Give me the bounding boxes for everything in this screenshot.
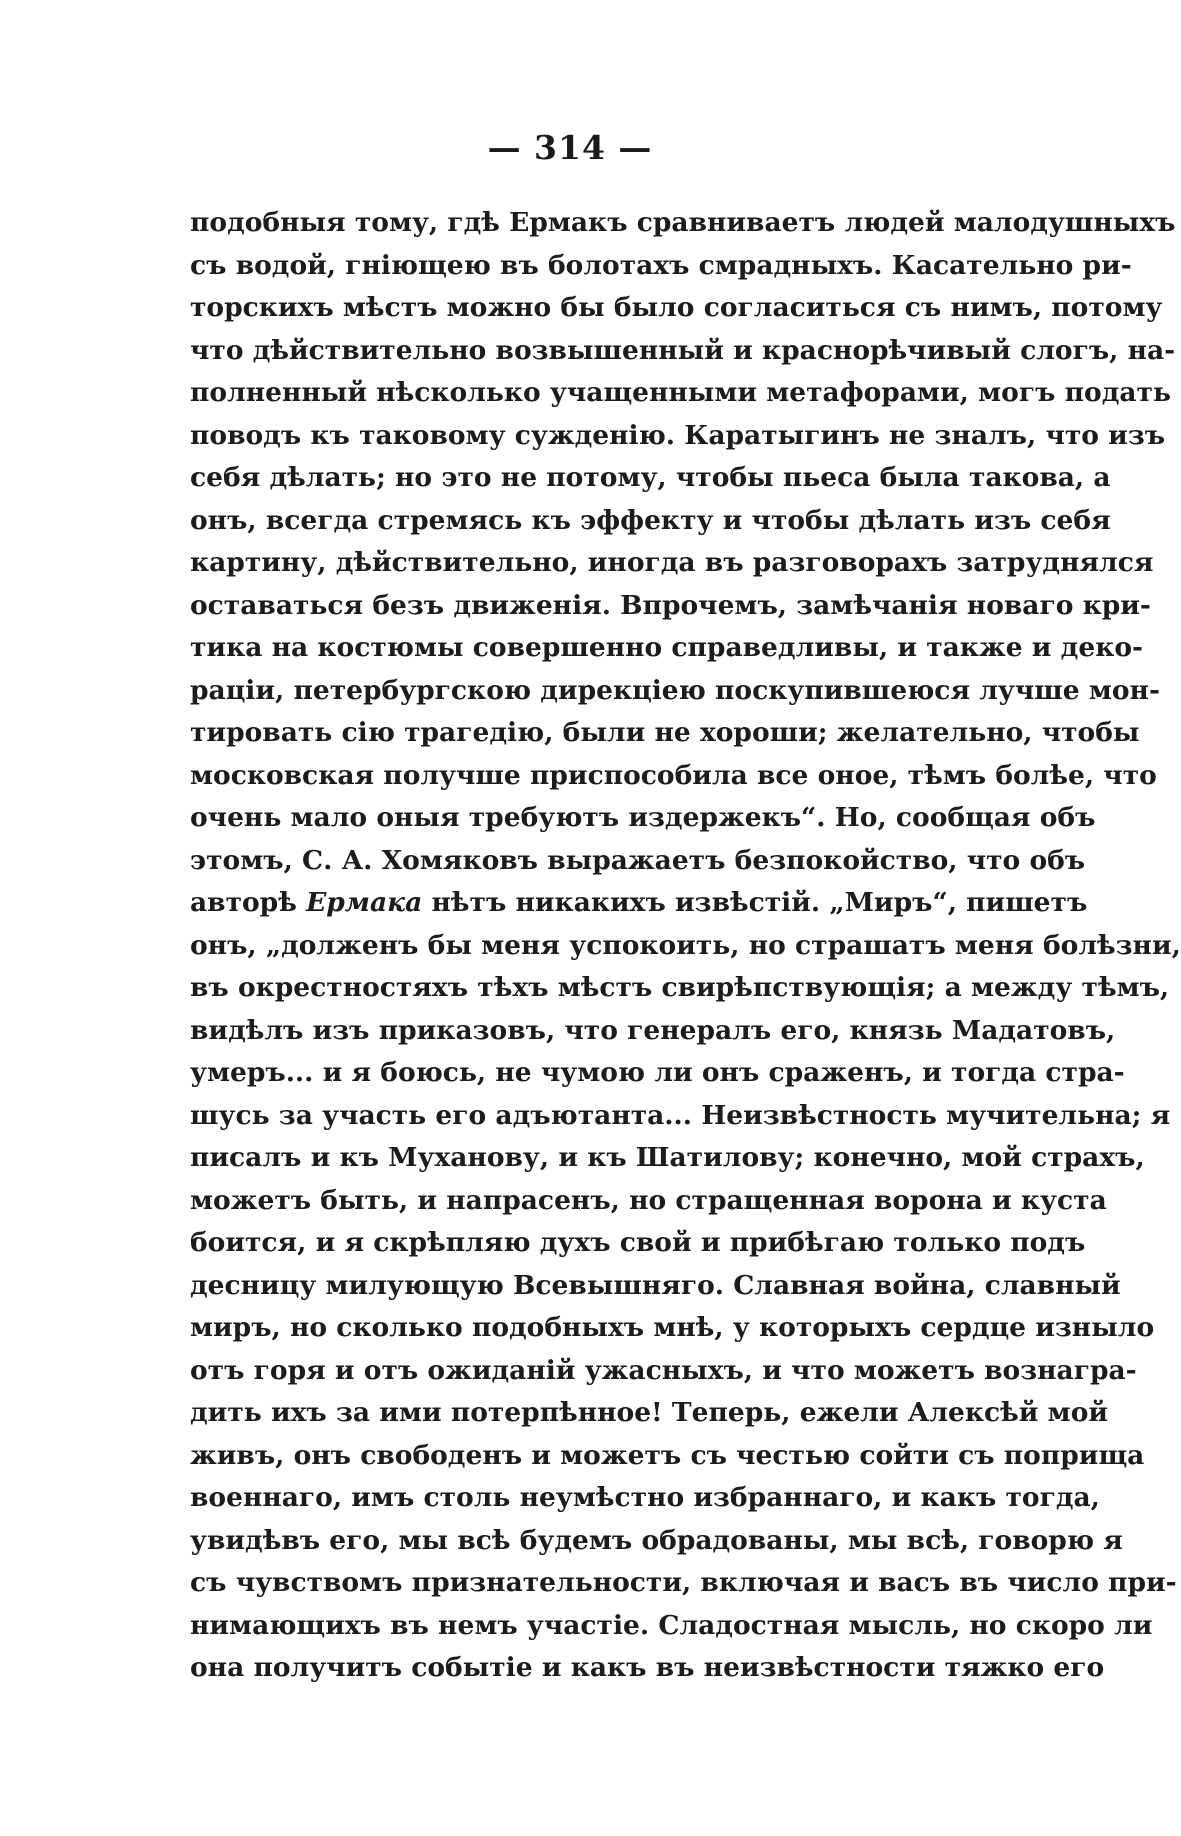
text-line: шусь за участь его адъютанта... Неизвѣстность мучительна; я: [190, 1099, 1171, 1131]
text-line: отъ горя и отъ ожиданій ужасныхъ, и что можетъ вознагра-: [190, 1354, 1137, 1386]
text-line: можетъ быть, и напрасенъ, но стращенная ворона и куста: [190, 1184, 1107, 1216]
text-line: тика на костюмы совершенно справедливы, и также и деко-: [190, 632, 1144, 663]
text-line: раціи, петербургскою дирекціею поскупившеюся лучше мон-: [190, 674, 1160, 706]
text-line: военнаго, имъ столь неумѣстно избраннаго, и какъ тогда,: [190, 1482, 1100, 1513]
text-line: съ водой, гніющею въ болотахъ смрадныхъ. Касательно ри-: [190, 249, 1132, 281]
text-line: видѣлъ изъ приказовъ, что генералъ его, князь Мадатовъ,: [190, 1014, 1116, 1046]
text-line: десницу милующую Всевышняго. Славная война, славный: [190, 1269, 1121, 1301]
text-line: въ окрестностяхъ тѣхъ мѣстъ свирѣпствующія; а между тѣмъ,: [190, 972, 1170, 1003]
text-line: себя дѣлать; но это не потому, чтобы пьеса была такова, а: [190, 462, 1111, 493]
body-text: [190, 202, 1181, 1690]
title-emphasis: Ермака: [306, 887, 423, 918]
text-line: писалъ и къ Муханову, и къ Шатилову; конечно, мой страхъ,: [190, 1142, 1145, 1173]
text-line: полненный нѣсколько учащенными метафорами, могъ подать: [190, 377, 1171, 408]
text-line: московская получше приспособила все оное, тѣмъ болѣе, что: [190, 759, 1157, 791]
text-line: увидѣвъ его, мы всѣ будемъ обрадованы, мы всѣ, говорю я: [190, 1524, 1123, 1556]
text-line: умеръ... и я боюсь, не чумою ли онъ сраженъ, и тогда стра-: [190, 1057, 1125, 1088]
text-line: поводъ къ таковому сужденію. Каратыгинъ не зналъ, что изъ: [190, 419, 1166, 451]
text-line: онъ, всегда стремясь къ эффекту и чтобы дѣлать изъ себя: [190, 504, 1111, 536]
text-line: подобныя тому, гдѣ Ермакъ сравниваетъ людей малодушныхъ: [190, 207, 1176, 238]
text-line: что дѣйствительно возвышенный и краснорѣчивый слогъ, на-: [190, 334, 1176, 366]
text-line: боится, и я скрѣпляю духъ свой и прибѣгаю только подъ: [190, 1227, 1086, 1258]
text-line: съ чувствомъ признательности, включая и васъ въ число при-: [190, 1567, 1177, 1598]
page-number: — 314 —: [487, 128, 653, 167]
text-line: этомъ, С. А. Хомяковъ выражаетъ безпокойство, что объ: [190, 844, 1086, 876]
text-line: очень мало оныя требуютъ издержекъ“. Но, сообщая объ: [190, 802, 1096, 833]
text-line: оставаться безъ движенія. Впрочемъ, замѣчанія новаго кри-: [190, 589, 1151, 621]
text-line: онъ, „долженъ бы меня успокоить, но страшатъ меня болѣзни,: [190, 929, 1181, 961]
text-line: дить ихъ за ими потерпѣнное! Теперь, ежели Алексѣй мой: [190, 1397, 1109, 1428]
text-line: авторѣ Ермака нѣтъ никакихъ извѣстій. „Миръ“, пишетъ: [190, 887, 1088, 918]
text-line: тировать сію трагедію, были не хороши; желательно, чтобы: [190, 717, 1140, 748]
text-line: миръ, но сколько подобныхъ мнѣ, у которыхъ сердце изныло: [190, 1312, 1155, 1343]
text-line: картину, дѣйствительно, иногда въ разговорахъ затруднялся: [190, 547, 1154, 578]
text-line: нимающихъ въ немъ участіе. Сладостная мысль, но скоро ли: [190, 1609, 1153, 1641]
text-line: она получитъ событіе и какъ въ неизвѣстности тяжко его: [190, 1652, 1105, 1683]
text-line: живъ, онъ свободенъ и можетъ съ честью сойти съ поприща: [190, 1439, 1145, 1471]
text-line: торскихъ мѣстъ можно бы было согласиться съ нимъ, потому: [190, 292, 1163, 323]
